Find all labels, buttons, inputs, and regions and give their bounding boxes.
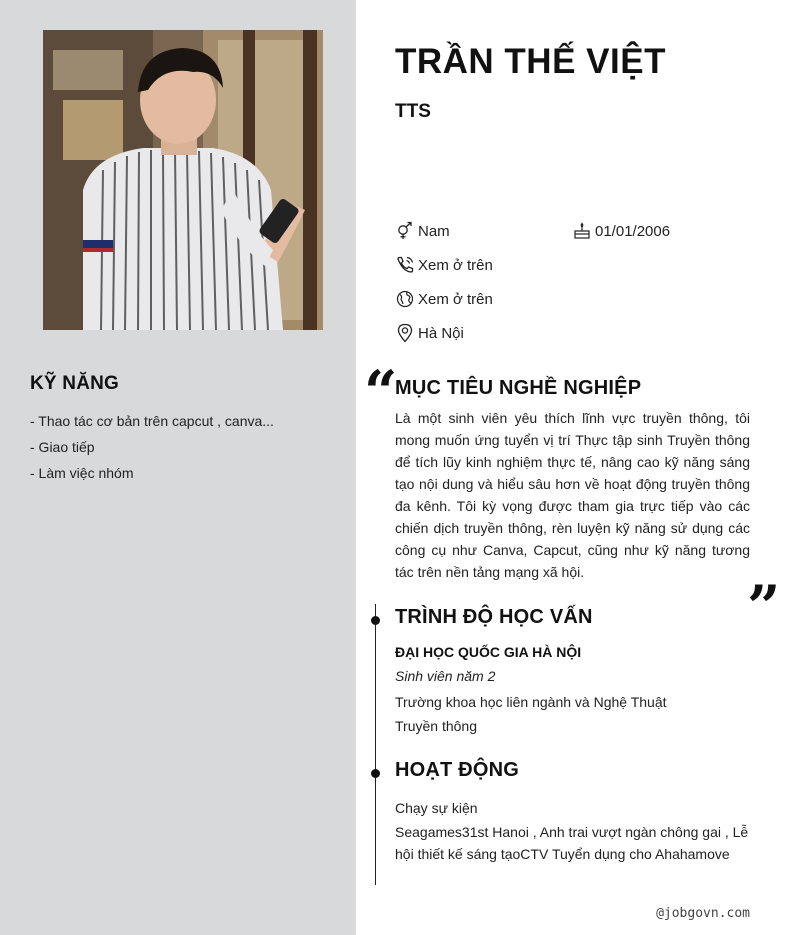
skills-title: KỸ NĂNG	[30, 373, 120, 394]
website-field	[395, 289, 493, 309]
birthday-field	[572, 221, 670, 241]
sidebar	[0, 0, 356, 935]
objective-title: MỤC TIÊU NGHỀ NGHIỆP	[395, 377, 642, 399]
candidate-name: TRẦN THẾ VIỆT	[395, 42, 666, 81]
phone-field	[395, 255, 493, 275]
timeline-line	[375, 604, 376, 885]
education-school: ĐẠI HỌC QUỐC GIA HÀ NỘI	[395, 644, 582, 660]
website-value: Xem ở trên	[418, 290, 493, 308]
cake-icon	[572, 221, 592, 241]
quote-close-icon: ”	[747, 573, 781, 641]
education-title: TRÌNH ĐỘ HỌC VẤN	[395, 606, 593, 628]
watermark: @jobgovn.com	[656, 906, 750, 921]
profile-photo	[43, 30, 323, 330]
location-pin-icon	[395, 323, 415, 343]
timeline-dot	[371, 616, 380, 625]
activity-line: Seagames31st Hanoi , Anh trai vượt ngàn chông gai , Lễ hội thiết kế sáng tạoCTV Tuyển dụng cho Ahahamove	[395, 824, 749, 862]
objective-text: Là một sinh viên yêu thích lĩnh vực truyền thông, tôi mong muốn ứng tuyển vị trí Thực tập sinh Truyền thông để tích lũy kinh nghiệm thực tế, nâng cao kỹ năng sáng tạo nội dung và hiểu sâu hơn về hoạt động truyền thông đa kênh. Tôi kỳ vọng được tham gia trực tiếp vào các chiến dịch truyền thông, rèn luyện kỹ năng sử dụng các công cụ như Canva, Capcut, cũng như kỹ năng tương tác trên nền tảng mạng xã hội.	[395, 410, 750, 580]
activity-line: Chạy sự kiện	[395, 800, 478, 816]
candidate-role: TTS	[395, 101, 431, 122]
timeline-dot	[371, 769, 380, 778]
address-value: Hà Nội	[418, 324, 464, 342]
quote-open-icon: “	[364, 358, 398, 426]
phone-value: Xem ở trên	[418, 256, 493, 274]
globe-icon	[395, 289, 415, 309]
education-status: Sinh viên năm 2	[395, 668, 496, 684]
skill-item: - Làm việc nhóm	[30, 465, 134, 481]
activities-title: HOẠT ĐỘNG	[395, 759, 520, 781]
address-field	[395, 323, 464, 343]
birthday-value: 01/01/2006	[595, 222, 671, 240]
gender-value: Nam	[418, 222, 450, 240]
education-major: Trường khoa học liên ngành và Nghệ Thuật Truyền thông	[395, 694, 667, 734]
gender-field	[395, 221, 450, 241]
gender-icon	[395, 221, 415, 241]
skills-list	[30, 408, 340, 486]
skill-item: - Giao tiếp	[30, 439, 95, 455]
phone-icon	[395, 255, 415, 275]
skill-item: - Thao tác cơ bản trên capcut , canva...	[30, 413, 274, 429]
